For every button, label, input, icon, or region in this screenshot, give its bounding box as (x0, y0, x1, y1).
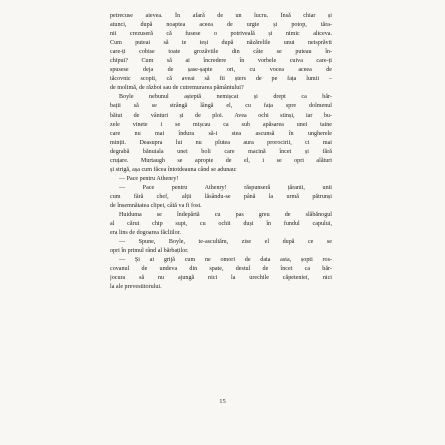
text-line: Cum puteai să te ieși după năzărelile unui neisprăvit (110, 40, 332, 47)
text-line: covanul de undeva din spate, destul de încet ca băr- (110, 266, 332, 273)
text-line: — Pace pentru Athenry! (119, 175, 179, 182)
body-text (110, 12, 332, 292)
text-line: zele vinete i se mișcau ca sub apăsarea unei taine (110, 121, 332, 128)
text-line: — Și ai grijă cum ne omori de data asta, șopti ros- (119, 257, 332, 264)
text-line: opri în primul rând al bărbaților. (110, 248, 189, 255)
text-line: de molimă, de război sau de cutremurarea pământului? (110, 85, 244, 92)
text-line: cruțare. Murtaugh se apropie de el, i se opri alături (110, 157, 332, 164)
text-line: chipui? Cum să ai încredere în vorbele cuiva care-ți (110, 58, 332, 65)
text-line: care nu mai îndura să-i stea ascunsă în ungherele (110, 130, 332, 137)
text-line: petrecuse aievea. În afară de un lucru. Însă chiar și (110, 13, 332, 19)
text-line: Huiduma se îndepărtă cu pas greu de slăbănogul (119, 212, 332, 219)
text-line: tăcovnic scopit, că aveai să fii șters de pe fața lumii – (110, 76, 332, 83)
text-line: atunci, după noaptea aceea de urgie și potop, tăra- (110, 22, 332, 29)
text-line: — Spune, Boyle, te-ascultăm, zise el după ce se (119, 239, 332, 246)
text-line: era lins de dogoarea făcliilor. (110, 230, 181, 237)
text-line: și strigă, așa cum făcea întotdeauna când se adunau: (110, 166, 237, 173)
text-line: Boyle nebunul așteptă nemișcat și drept ca băr- (119, 94, 332, 101)
text-line: bătut de vânturi și de ploi. Avea ochi stinși, iar bu- (110, 112, 332, 119)
text-line: spusese deja de șase-șapte ori, cu vocea aceea de (110, 67, 332, 74)
text-line: care-ți cobise toate grozăviile din câte se puteau în- (110, 49, 332, 56)
text-line: nii crezuseră că fusese o potriveală și nimic altceva. (110, 31, 332, 38)
text-line: — Pace pentru Athenry! răspunseră țăranii, unii (119, 184, 332, 191)
text-line: jocura să nu ajungă nici la urechile căpeteniei, nici (110, 275, 332, 282)
text-line: minții. Deasupra lui nu plutea aura prorocirii, ci mai (110, 139, 332, 146)
text-line: degrabă bănuiala unei boli care macină încet și fără (110, 148, 332, 155)
text-line: de însemnătatea clipei, câtă va fi fost. (110, 202, 202, 209)
text-line: al cărui chip supt, cu ochii duși în fundul capului, (110, 221, 332, 228)
text-line: bații să se strângă lângă el, cu fața spre dolmenul (110, 103, 332, 110)
page-number: 15 (219, 398, 226, 405)
text-line: cum fără chef, alții lăsându-se până la urmă pătrunși (110, 193, 332, 200)
text-line: la ale prevestitorului. (110, 284, 162, 291)
